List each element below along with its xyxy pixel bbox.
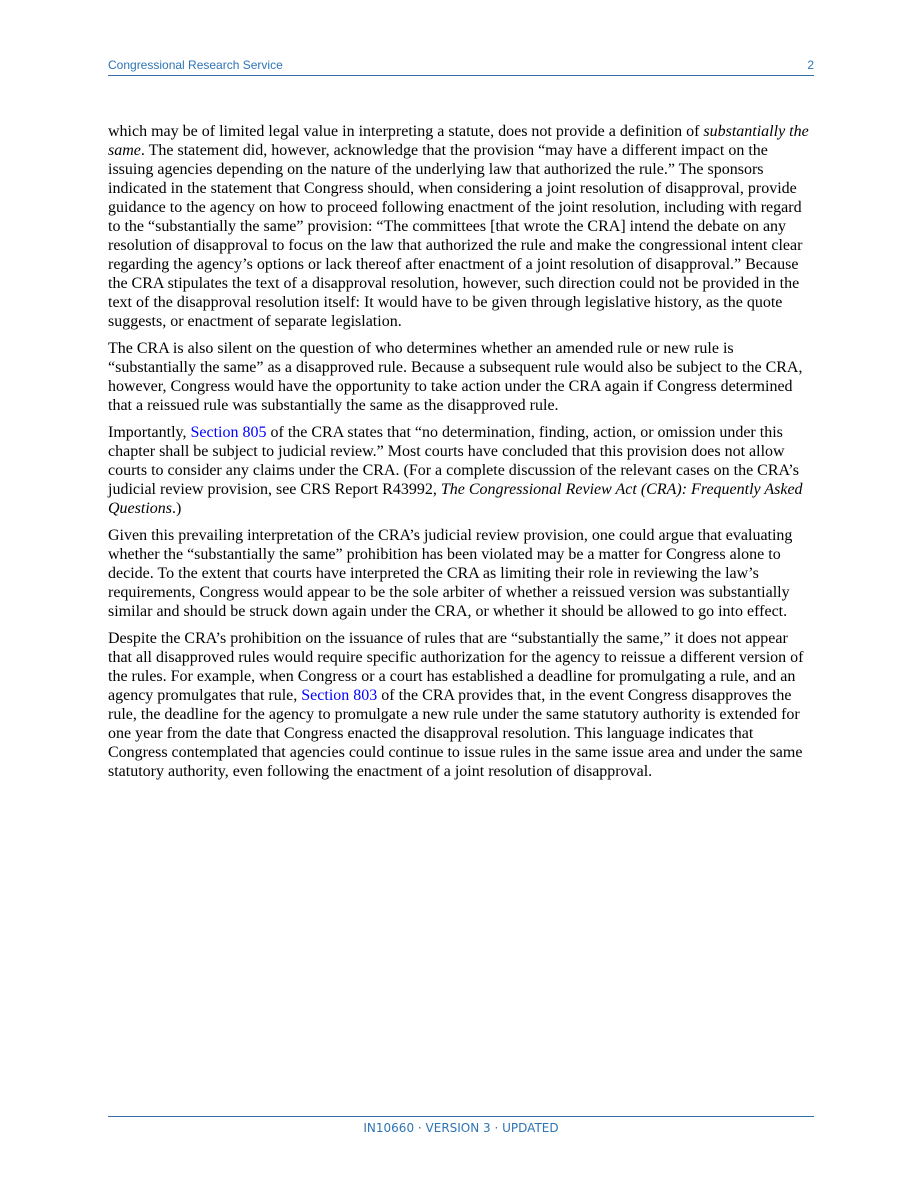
paragraph-2: The CRA is also silent on the question of who determines whether an amended rule or new rule is “substantially the same” as a disapproved rule. Because a subsequent rule would also be subject to the CRA, however, Congress would have the opportunity to take action under the CRA again if Congress determined that a reissued rule was substantially the same as the disapproved rule. xyxy=(108,340,803,414)
paragraph-3 xyxy=(108,423,814,518)
paragraph-3-text-d: .) xyxy=(172,500,182,517)
paragraph-1-text-c: . The statement did, however, acknowledge that the provision “may have a different impact on the issuing agencies depending on the nature of the underlying law that authorized the rule.” The sponsors indicated in the statement that Congress should, when considering a joint resolution of disapproval, provide guidance to the agency on how to proceed following enactment of the joint resolution, including with regard to the “substantially the same” provision: “The committees [that wrote the CRA] intend the debate on any resolution of disapproval to focus on the law that authorized the rule and make the congressional intent clear regarding the agency’s options or lack thereof after enactment of a joint resolution of disapproval.” Because the CRA stipulates the text of a disapproval resolution, however, such direction could not be provided in the text of the disapproval resolution itself: It would have to be given through legislative history, as the quote suggests, or enactment of separate legislation. xyxy=(108,142,803,330)
paragraph-1-emphasis: substantially the same xyxy=(108,123,809,159)
header-page-number: 2 xyxy=(807,58,814,72)
footer-report-id: IN10660 · VERSION 3 · UPDATED xyxy=(363,1121,559,1135)
paragraph-5-text-b: of the CRA provides that, in the event Congress disapproves the rule, the deadline for the agency to promulgate a new rule under the same statutory authority is extended for one year from the date that Congress enacted the disapproval resolution. This language indicates that Congress contemplated that agencies could continue to issue rules in the same issue area and under the same statutory authority, even following the enactment of a joint resolution of disapproval. xyxy=(108,687,803,780)
paragraph-5-text-a: Despite the CRA’s prohibition on the issuance of rules that are “substantially the same,” it does not appear that all disapproved rules would require specific authorization for the agency to reissue a different version of the rules. For example, when Congress or a court has established a deadline for promulgating a rule, and an agency promulgates that rule, xyxy=(108,630,804,704)
document-body xyxy=(108,122,814,789)
paragraph-1 xyxy=(108,122,814,331)
paragraph-5 xyxy=(108,629,814,781)
paragraph-1-text-a: which may be of limited legal value in interpreting a statute, does not provide a definition of xyxy=(108,123,704,140)
page-header xyxy=(108,58,814,76)
report-title: The Congressional Review Act (CRA): Frequently Asked Questions xyxy=(108,481,803,517)
paragraph-4: Given this prevailing interpretation of the CRA’s judicial review provision, one could argue that evaluating whether the “substantially the same” prohibition has been violated may be a matter for Congress alone to decide. To the extent that courts have interpreted the CRA as limiting their role in reviewing the law’s requirements, Congress would appear to be the sole arbiter of whether a reissued version was substantially similar and should be struck down again under the CRA, or whether it should be allowed to go into effect. xyxy=(108,527,793,620)
section-803-link[interactable]: Section 803 xyxy=(301,687,378,704)
paragraph-3-text-b: of the CRA states that “no determination, finding, action, or omission under this chapter shall be subject to judicial review.” Most courts have concluded that this provision does not allow courts to consider any claims under the CRA. (For a complete discussion of the relevant cases on the CRA’s judicial review provision, see CRS Report R43992, xyxy=(108,424,799,498)
section-805-link[interactable]: Section 805 xyxy=(190,424,267,441)
header-source: Congressional Research Service xyxy=(108,58,283,72)
page-footer xyxy=(108,1116,814,1135)
paragraph-3-text-a: Importantly, xyxy=(108,424,191,441)
